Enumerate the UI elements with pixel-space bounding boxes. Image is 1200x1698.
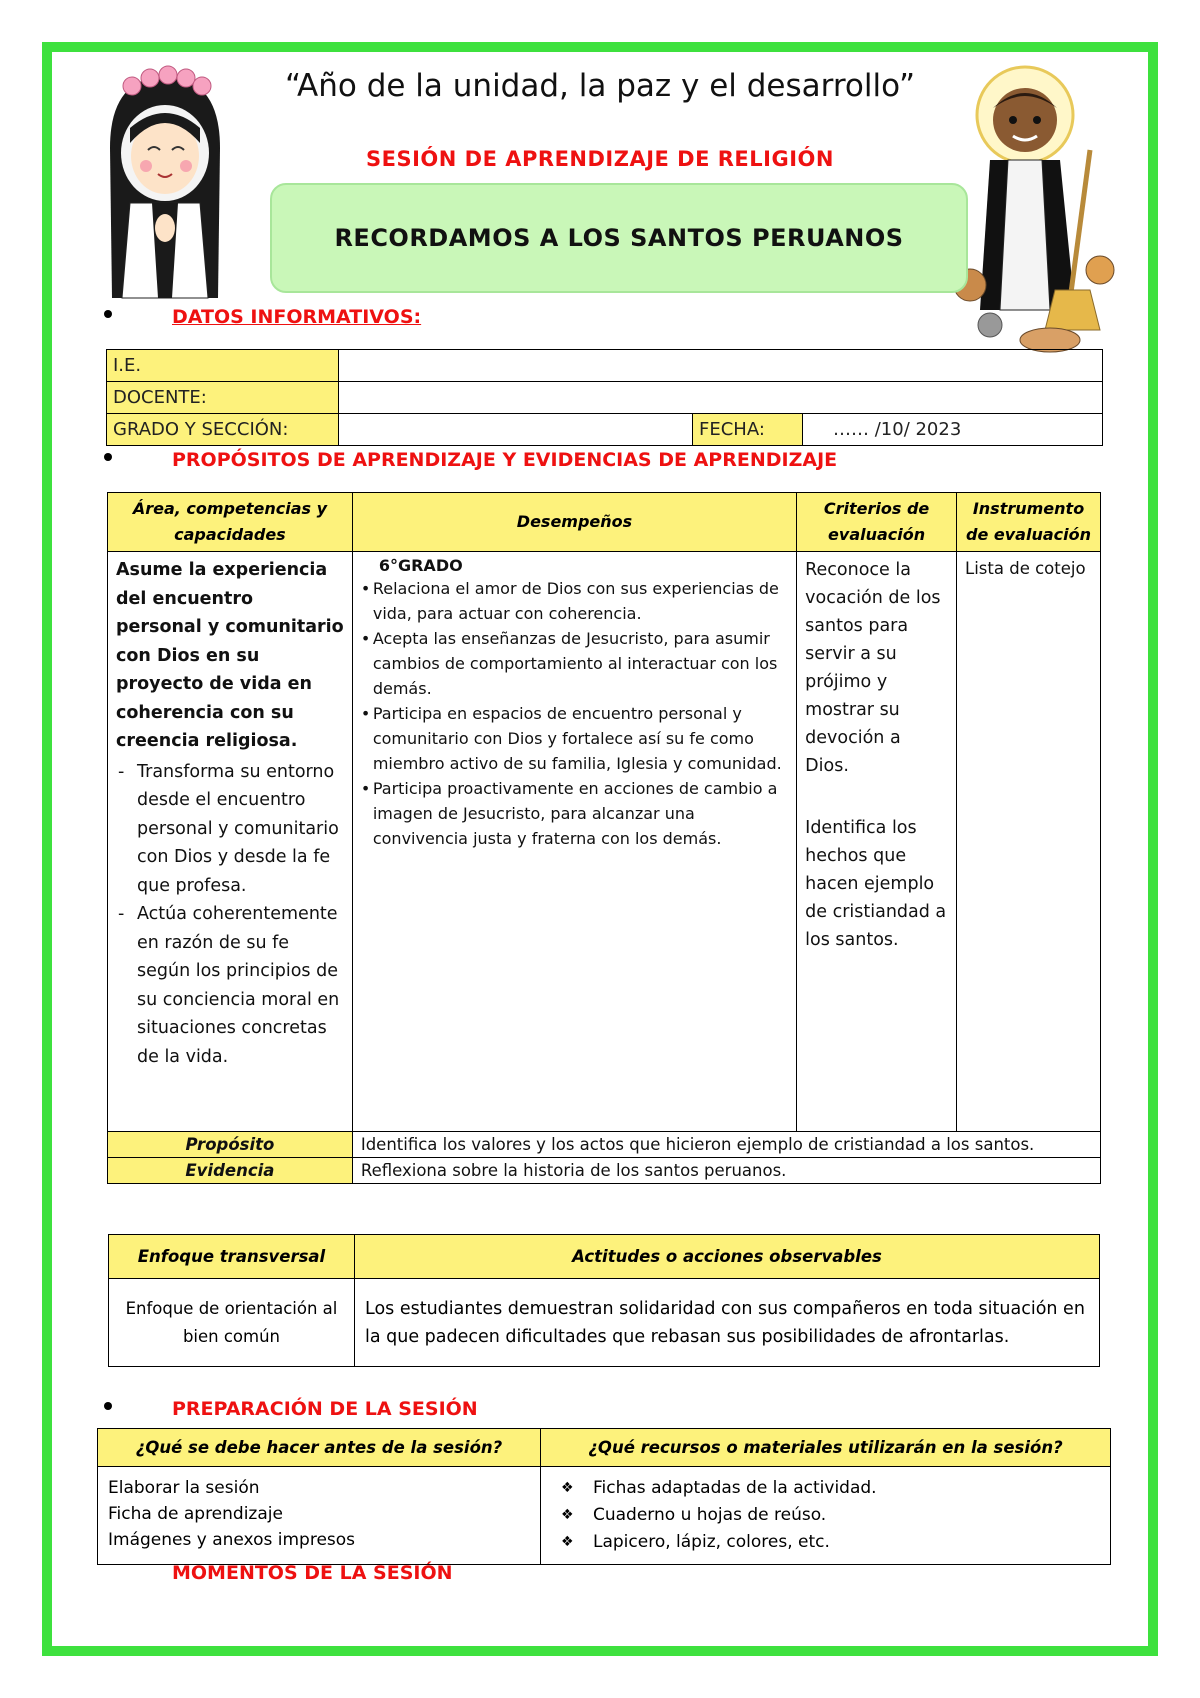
san-martin-illustration	[950, 60, 1120, 360]
section-preparacion-label: PREPARACIÓN DE LA SESIÓN	[172, 1398, 478, 1420]
fecha-label: FECHA:	[693, 414, 803, 446]
grado-label: GRADO Y SECCIÓN:	[107, 414, 339, 446]
section-propositos	[172, 449, 837, 471]
bullet-icon	[104, 310, 112, 318]
proposito-label: Propósito	[108, 1132, 353, 1158]
header-area: Área, competencias y capacidades	[108, 493, 353, 552]
desempeno-item: • Acepta las enseñanzas de Jesucristo, para asumir cambios de comportamiento al interactuar con los demás.	[361, 626, 788, 701]
docente-field[interactable]	[339, 382, 1103, 414]
desempeno-item: • Participa en espacios de encuentro personal y comunitario con Dios y fortalece así su fe como miembro activo de su familia, Iglesia y comunidad.	[361, 701, 788, 776]
section-datos	[172, 306, 421, 328]
actitudes-header: Actitudes o acciones observables	[355, 1235, 1100, 1279]
desempenos-cell	[352, 552, 796, 1132]
before-list	[98, 1467, 541, 1565]
enfoque-header: Enfoque transversal	[109, 1235, 355, 1279]
resource-item: ❖ Fichas adaptadas de la actividad.	[551, 1475, 1100, 1502]
fecha-field[interactable]: …… /10/ 2023	[803, 414, 1103, 446]
before-header: ¿Qué se debe hacer antes de la sesión?	[98, 1429, 541, 1467]
desempeno-item: • Relaciona el amor de Dios con sus experiencias de vida, para actuar con coherencia.	[361, 576, 788, 626]
section-preparacion	[172, 1398, 478, 1420]
evidencia-label: Evidencia	[108, 1158, 353, 1184]
competencia-text: Asume la experiencia del encuentro personal y comunitario con Dios en su proyecto de vida en coherencia con su creencia religiosa.	[116, 560, 344, 751]
section-momentos: MOMENTOS DE LA SESIÓN	[172, 1562, 453, 1584]
resources-list	[551, 1475, 1100, 1556]
section-datos-label: DATOS INFORMATIVOS:	[172, 306, 422, 328]
resource-item: ❖ Lapicero, lápiz, colores, etc.	[551, 1529, 1100, 1556]
bullet-icon	[104, 1402, 112, 1410]
section-propositos-label: PROPÓSITOS DE APRENDIZAJE Y EVIDENCIAS DE APRENDIZAJE	[172, 449, 838, 471]
proposito-text: Identifica los valores y los actos que hicieron ejemplo de cristiandad a los santos.	[352, 1132, 1100, 1158]
actitudes-value: Los estudiantes demuestran solidaridad con sus compañeros en toda situación en la que padecen dificultades que rebasan sus posibilidades de afrontarlas.	[355, 1279, 1100, 1367]
desempenos-list	[361, 576, 788, 851]
topic-title: RECORDAMOS A LOS SANTOS PERUANOS	[334, 224, 904, 252]
year-motto: “Año de la unidad, la paz y el desarrollo”	[284, 68, 916, 104]
before-item: Imágenes y anexos impresos	[108, 1530, 356, 1550]
resource-item: ❖ Cuaderno u hojas de reúso.	[551, 1502, 1100, 1529]
enfoque-value: Enfoque de orientación al bien común	[109, 1279, 355, 1367]
evidencia-text: Reflexiona sobre la historia de los santos peruanos.	[352, 1158, 1100, 1184]
topic-banner	[270, 183, 968, 293]
header-instrumento: Instrumento de evaluación	[957, 493, 1101, 552]
grado-field[interactable]	[339, 414, 693, 446]
instrumento-cell: Lista de cotejo	[957, 552, 1101, 1132]
ie-field[interactable]	[339, 350, 1103, 382]
competencias-cell	[108, 552, 353, 1132]
enfoque-table	[108, 1234, 1100, 1367]
docente-label: DOCENTE:	[107, 382, 339, 414]
resources-cell	[541, 1467, 1111, 1565]
session-title: SESIÓN DE APRENDIZAJE DE RELIGIÓN	[366, 147, 834, 171]
header-criterios: Criterios de evaluación	[797, 493, 957, 552]
criterio-item: Identifica los hechos que hacen ejemplo de cristiandad a los santos.	[805, 818, 947, 950]
bullet-icon	[104, 453, 112, 461]
capacidad-item: - Transforma su entorno desde el encuentro personal y comunitario con Dios y desde la fe que profesa.	[116, 758, 344, 901]
desempeno-item: • Participa proactivamente en acciones de cambio a imagen de Jesucristo, para alcanzar una convivencia justa y fraterna con los demás.	[361, 776, 788, 851]
grade-label: 6°GRADO	[378, 556, 463, 575]
before-item: Elaborar la sesión	[108, 1478, 260, 1498]
header-desempenos: Desempeños	[352, 493, 796, 552]
capacidades-list	[116, 758, 344, 1072]
criterios-cell	[797, 552, 957, 1132]
resources-header: ¿Qué recursos o materiales utilizarán en la sesión?	[541, 1429, 1111, 1467]
capacidad-item: - Actúa coherentemente en razón de su fe según los principios de su conciencia moral en situaciones concretas de la vida.	[116, 900, 344, 1071]
ie-label: I.E.	[107, 350, 339, 382]
preparation-table	[97, 1428, 1111, 1565]
info-table	[106, 349, 1103, 446]
criterio-item: Reconoce la vocación de los santos para servir a su prójimo y mostrar su devoción a Dios.	[805, 560, 941, 776]
purposes-table	[107, 492, 1101, 1184]
before-item: Ficha de aprendizaje	[108, 1504, 283, 1524]
